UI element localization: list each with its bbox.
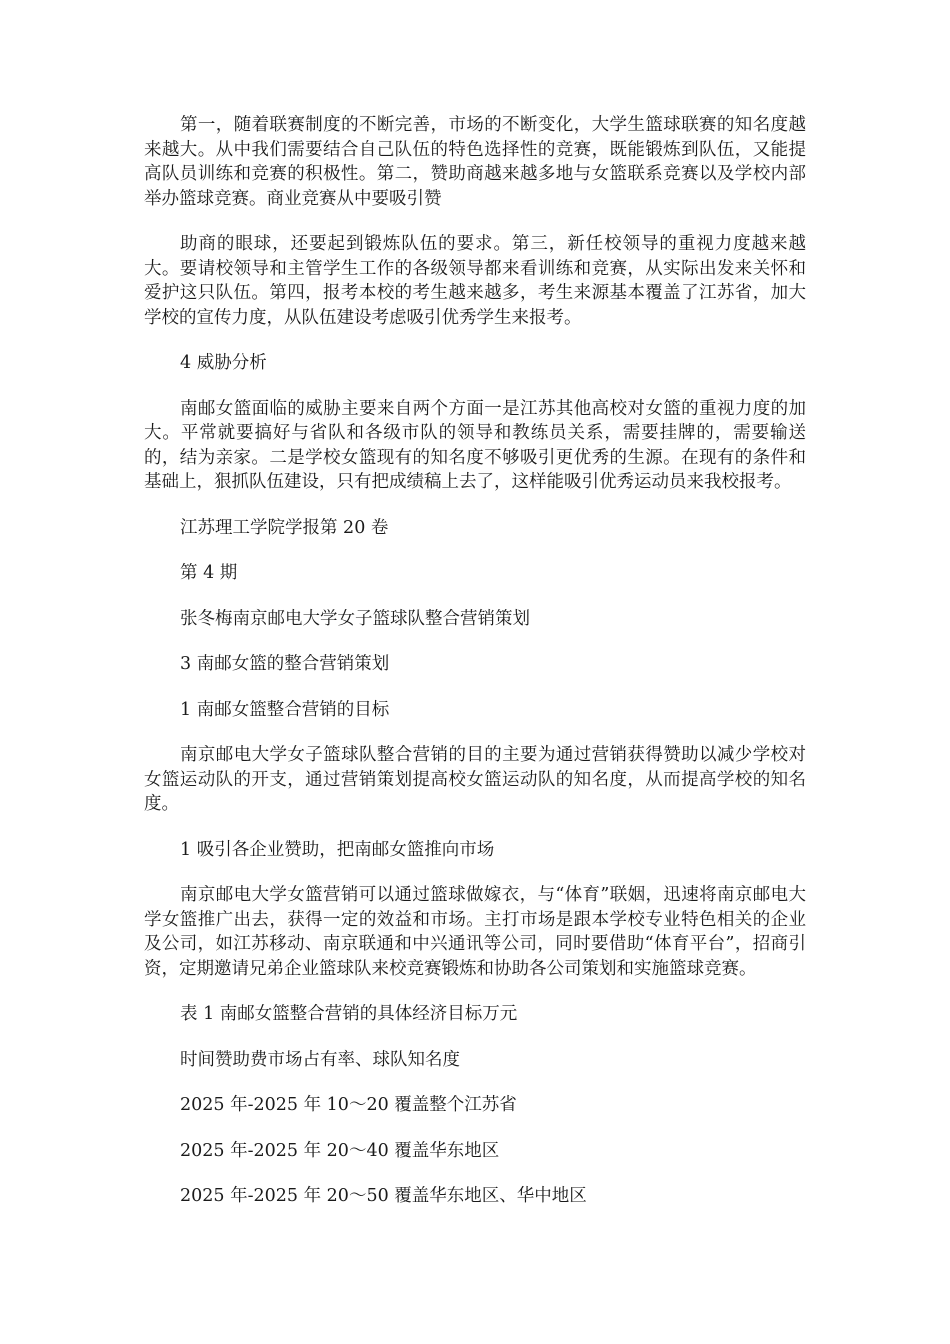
- table-row: 2025 年-2025 年 10～20 覆盖整个江苏省: [180, 1095, 517, 1115]
- table-header-row: 时间赞助费市场占有率、球队知名度: [180, 1049, 460, 1070]
- paragraph-opportunity-2: 助商的眼球，还要起到锻炼队伍的要求。第三，新任校领导的重视力度越来越大。要请校领导和主管学生工作的各级领导都来看训练和竞赛，从实际出发来关怀和爱护这只队伍。第四，报考本校的考生越来越多，考生来源基本覆盖了江苏省，加大学校的宣传力度，从队伍建设考虑吸引优秀学生来报考。: [144, 234, 806, 328]
- article-author-title: 张冬梅南京邮电大学女子篮球队整合营销策划: [180, 608, 530, 629]
- heading-attract-sponsors: 1 吸引各企业赞助，把南邮女篮推向市场: [180, 839, 495, 860]
- document-body: [144, 113, 806, 1230]
- paragraph-marketing-goal: 南京邮电大学女子篮球队整合营销的目的主要为通过营销获得赞助以减少学校对女篮运动队的开支，通过营销策划提高校女篮运动队的知名度，从而提高学校的知名度。: [144, 745, 806, 814]
- paragraph-sponsors: 南京邮电大学女篮营销可以通过篮球做嫁衣，与“体育”联姻，迅速将南京邮电大学女篮推广出去，获得一定的效益和市场。主打市场是跟本学校专业特色相关的企业及公司，如江苏移动、南京联通和中兴通讯等公司，同时要借助“体育平台”，招商引资，定期邀请兄弟企业篮球队来校竞赛锻炼和协助各公司策划和实施篮球竞赛。: [144, 885, 806, 979]
- journal-issue: 第 4 期: [180, 563, 238, 583]
- heading-threat-analysis: 4 威胁分析: [180, 353, 267, 373]
- table-row: 2025 年-2025 年 20～50 覆盖华东地区、华中地区: [180, 1186, 587, 1206]
- heading-marketing-goal: 1 南邮女篮整合营销的目标: [180, 699, 390, 720]
- heading-integrated-marketing: 3 南邮女篮的整合营销策划: [180, 654, 390, 674]
- table-caption: 表 1 南邮女篮整合营销的具体经济目标万元: [180, 1004, 518, 1024]
- paragraph-threats: 南邮女篮面临的威胁主要来自两个方面一是江苏其他高校对女篮的重视力度的加大。平常就要搞好与省队和各级市队的领导和教练员关系，需要挂牌的，需要输送的，结为亲家。二是学校女篮现有的知名度不够吸引更优秀的生源。在现有的条件和基础上，狠抓队伍建设，只有把成绩稿上去了，这样能吸引优秀运动员来我校报考。: [144, 398, 806, 492]
- journal-name: 江苏理工学院学报第 20 卷: [180, 517, 389, 538]
- paragraph-opportunity-1: 第一，随着联赛制度的不断完善，市场的不断变化，大学生篮球联赛的知名度越来越大。从中我们需要结合自己队伍的特色选择性的竞赛，既能锻炼到队伍，又能提高队员训练和竞赛的积极性。第二，赞助商越来越多地与女篮联系竞赛以及学校内部举办篮球竞赛。商业竞赛从中要吸引赞: [144, 115, 806, 209]
- table-row: 2025 年-2025 年 20～40 覆盖华东地区: [180, 1140, 500, 1161]
